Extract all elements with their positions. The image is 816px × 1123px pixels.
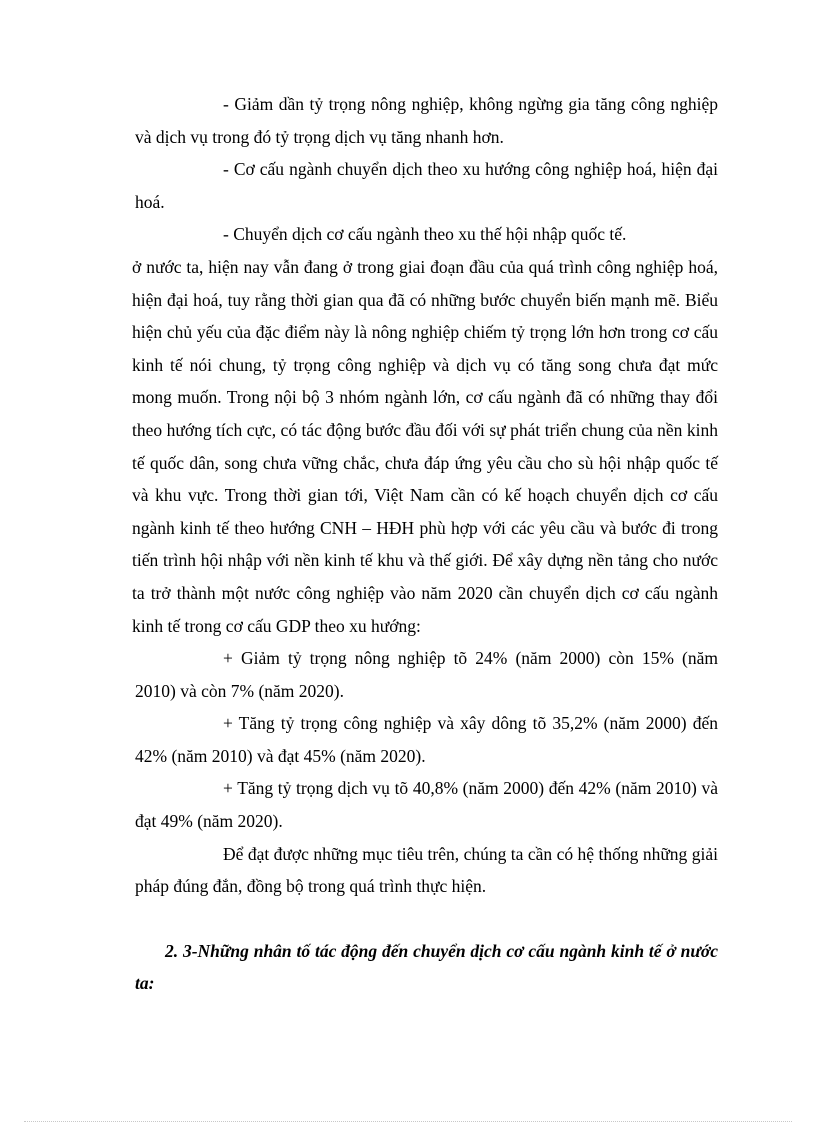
body-paragraph: ở nước ta, hiện nay vẫn đang ở trong giai đoạn đầu của quá trình công nghiệp hoá, hiện đại hoá, tuy rằng thời gian qua đã có những bước chuyển biến mạnh mẽ. Biểu hiện chủ yếu của đặc điểm này là nông nghiệp chiếm tỷ trọng lớn hơn trong cơ cấu kinh tế nói chung, tỷ trọng công nghiệp và dịch vụ có tăng song chưa đạt mức mong muốn. Trong nội bộ 3 nhóm ngành lớn, cơ cấu ngành đã có những thay đổi theo hướng tích cực, có tác động bước đầu đối với sự phát triển chung của nền kinh tế quốc dân, song chưa vững chắc, chưa đáp ứng yêu cầu cho sù hội nhập quốc tế và khu vực. Trong thời gian tới, Việt Nam cần có kế hoạch chuyển dịch cơ cấu ngành kinh tế theo hướng CNH – HĐH phù hợp với các yêu cầu và bước đi trong tiến trình hội nhập với nền kinh tế khu và thế giới. Để xây dựng nền tảng cho nước ta trở thành một nước công nghiệp vào năm 2020 cần chuyển dịch cơ cấu ngành kinh tế trong cơ cấu GDP theo xu hướng: <box>132 256 718 636</box>
body-paragraph: - Cơ cấu ngành chuyển dịch theo xu hướng công nghiệp hoá, hiện đại hoá. <box>135 159 718 212</box>
body-paragraph: - Giảm dần tỷ trọng nông nghiệp, không ngừng gia tăng công nghiệp và dịch vụ trong đó tỷ trọng dịch vụ tăng nhanh hơn. <box>135 94 718 147</box>
body-paragraph: - Chuyển dịch cơ cấu ngành theo xu thế hội nhập quốc tế. <box>223 224 627 245</box>
section-heading: 2. 3-Những nhân tố tác động đến chuyển dịch cơ cấu ngành kinh tế ở nước ta: <box>135 940 718 994</box>
document-page <box>132 88 718 1000</box>
bullet-paragraph: + Giảm tỷ trọng nông nghiệp tõ 24% (năm 2000) còn 15% (năm 2010) và còn 7% (năm 2020). <box>135 648 718 701</box>
bullet-paragraph: + Tăng tỷ trọng dịch vụ tõ 40,8% (năm 2000) đến 42% (năm 2010) và đạt 49% (năm 2020). <box>135 778 718 832</box>
bullet-paragraph: + Tăng tỷ trọng công nghiệp và xây dông tõ 35,2% (năm 2000) đến 42% (năm 2010) và đạt 45% (năm 2020). <box>135 713 718 766</box>
body-paragraph: Để đạt được những mục tiêu trên, chúng ta cần có hệ thống những giải pháp đúng đắn, đồng bộ trong quá trình thực hiện. <box>135 843 718 897</box>
page-bottom-divider <box>24 1121 792 1122</box>
